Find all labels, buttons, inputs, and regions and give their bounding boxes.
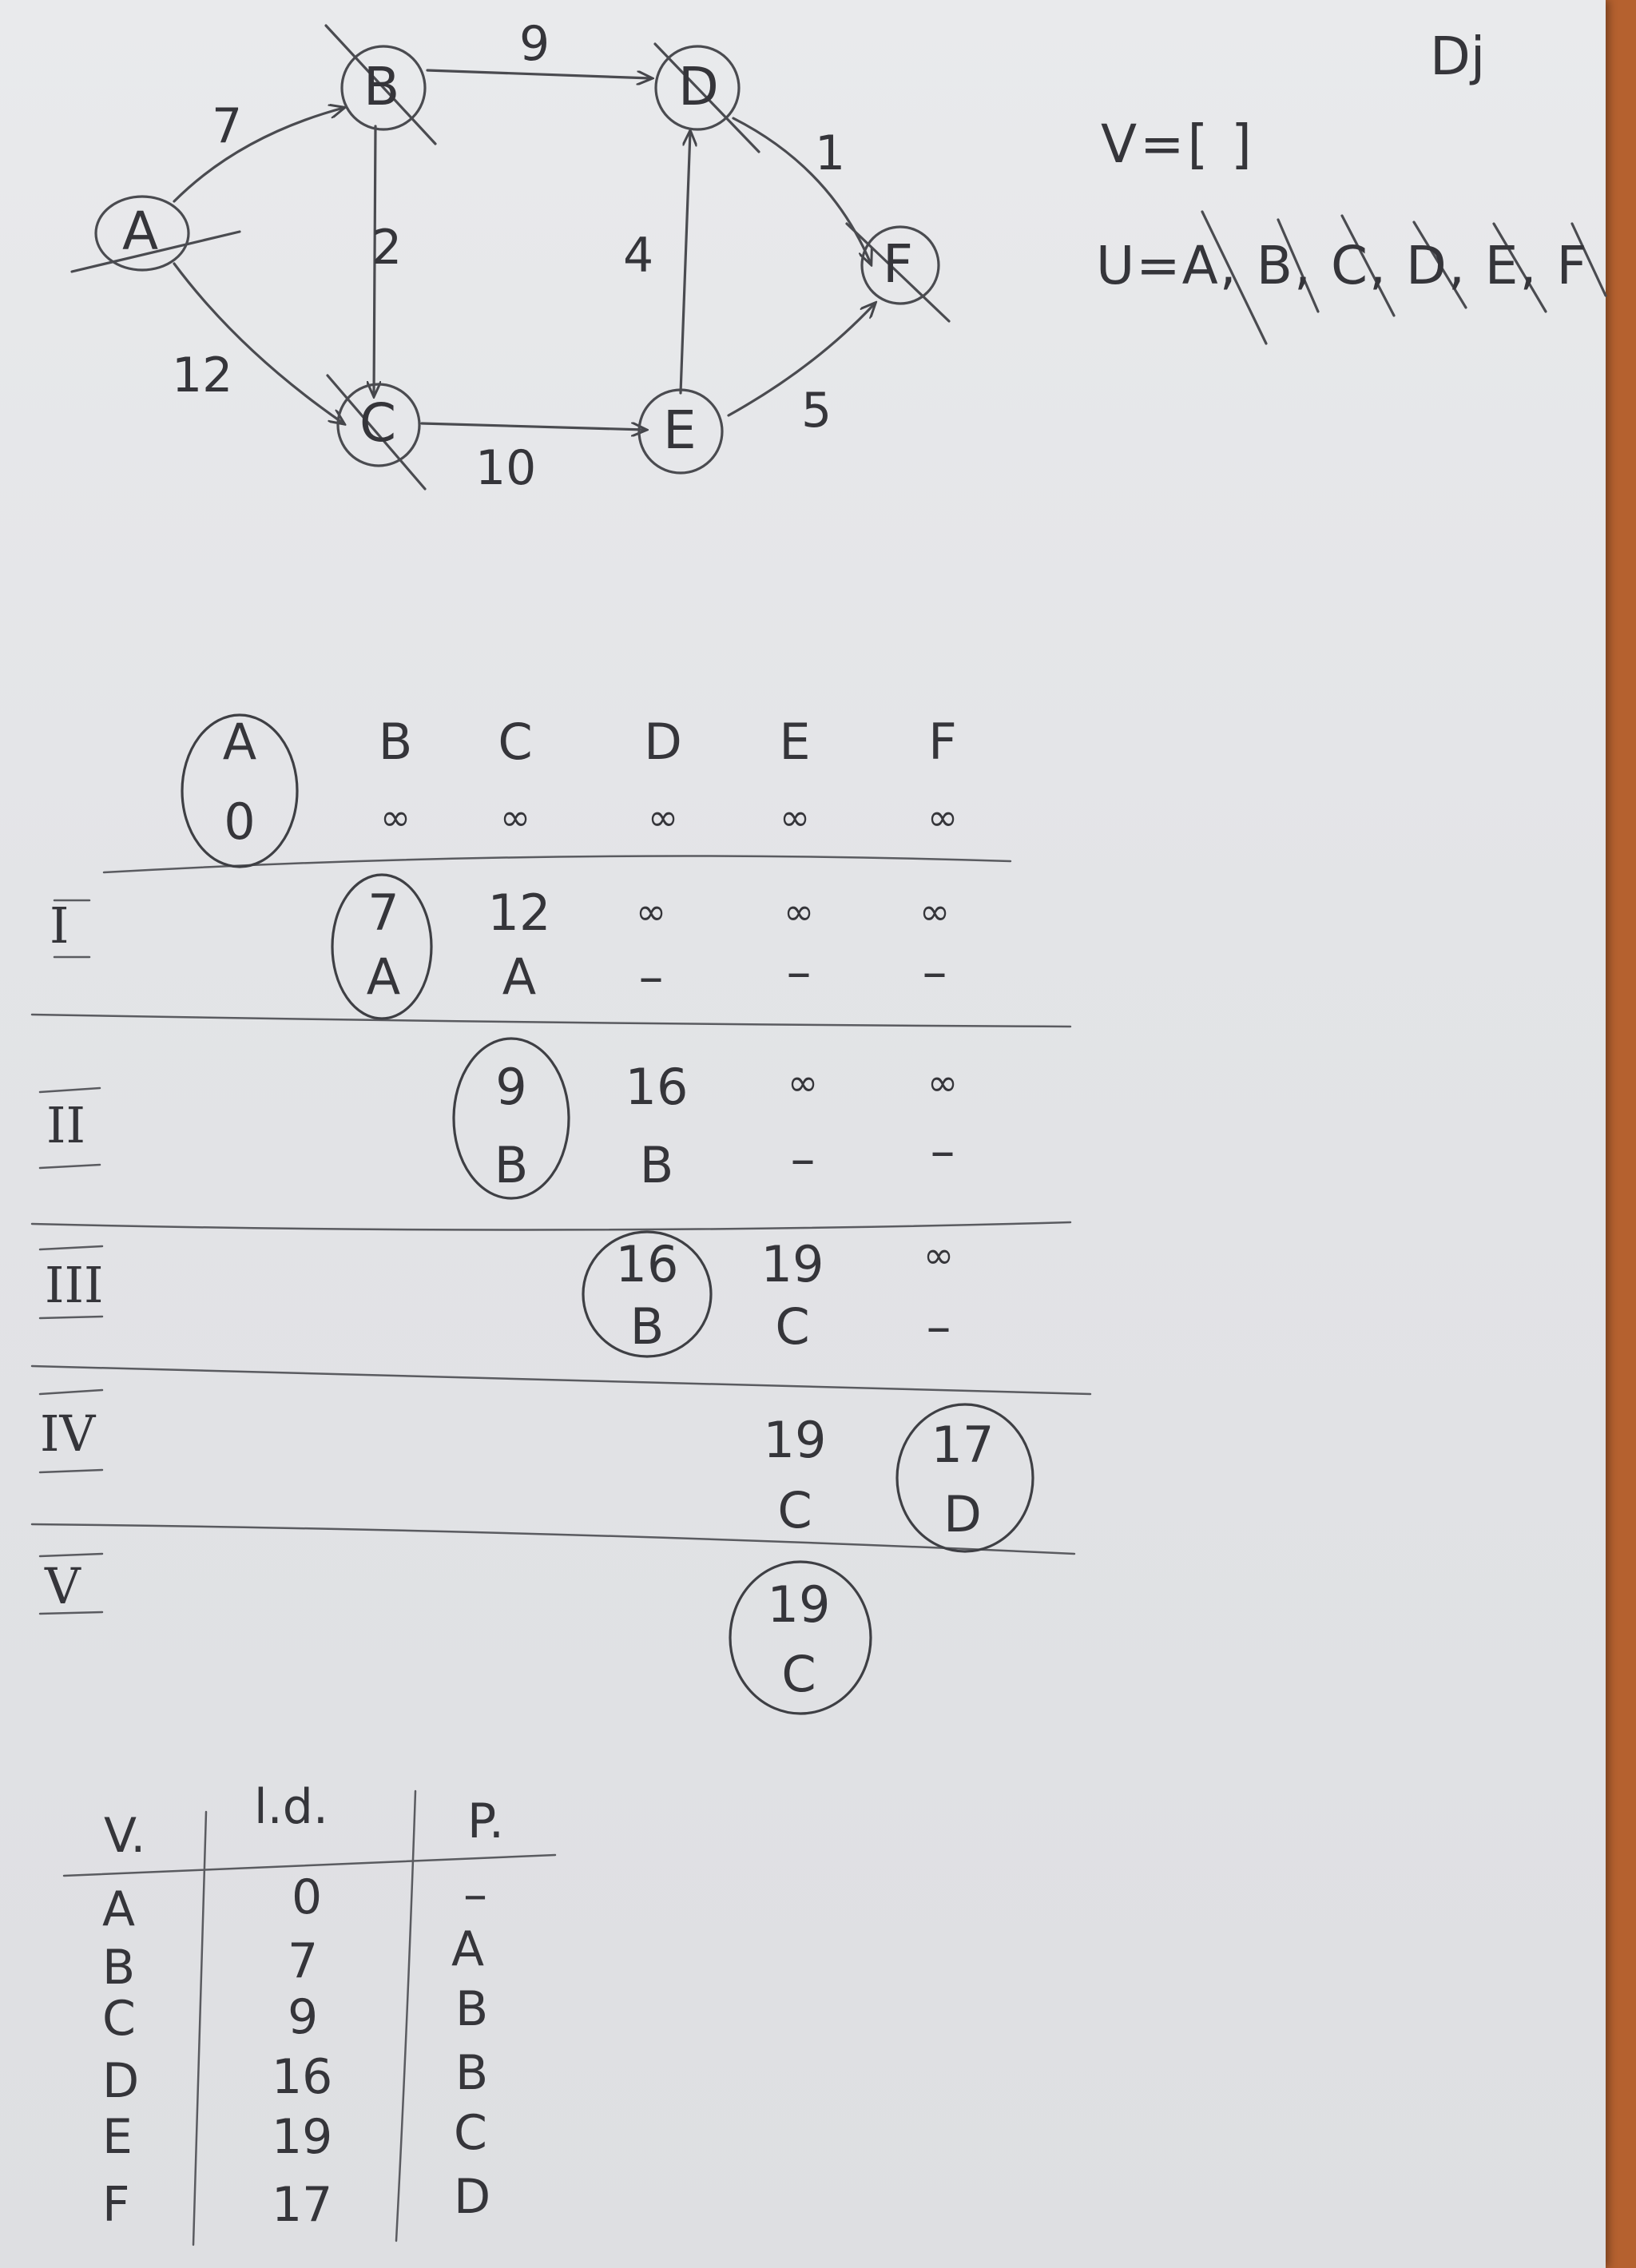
- step2-d-prev: B: [639, 1136, 674, 1194]
- step2-d-dist: 16: [625, 1058, 689, 1116]
- step3-d-dist: 16: [615, 1235, 679, 1293]
- summary-row-prev: B: [455, 1981, 489, 2037]
- initial-a: 0: [224, 792, 256, 851]
- summary-row-distance: 17: [272, 2177, 333, 2233]
- node-a-label: A: [122, 201, 159, 262]
- summary-row-distance: 0: [292, 1869, 323, 1925]
- step3-e-dist: 19: [760, 1235, 824, 1293]
- summary-row-vertex: C: [102, 1991, 136, 2047]
- weight-a-c: 12: [172, 348, 233, 403]
- step4-e-prev: C: [777, 1481, 812, 1539]
- step-label-5: V: [45, 1557, 81, 1615]
- weight-c-e: 10: [475, 440, 537, 496]
- header-col-f: F: [928, 713, 957, 771]
- header-col-c: C: [498, 713, 533, 771]
- step3-e-prev: C: [775, 1297, 810, 1356]
- node-d-label: D: [678, 56, 719, 117]
- step2-c-dist: 9: [495, 1058, 527, 1116]
- table-line-3: [32, 1222, 1070, 1230]
- initial-d: ∞: [647, 796, 679, 839]
- visited-set: V=[ ]: [1101, 113, 1255, 175]
- initial-b: ∞: [379, 796, 411, 839]
- step2-e-dist: ∞: [787, 1061, 819, 1104]
- step1-e-dist: ∞: [783, 890, 815, 933]
- step1-b-prev: A: [366, 947, 401, 1006]
- header-col-d: D: [644, 713, 682, 771]
- weight-a-b: 7: [212, 98, 243, 154]
- step1-c-dist: 12: [487, 884, 551, 942]
- summary-row-prev: A: [451, 1921, 485, 1977]
- summary-header-distance: l.d.: [254, 1779, 328, 1835]
- step5-e-prev: C: [781, 1645, 816, 1703]
- step1-f-prev: –: [922, 943, 947, 1001]
- edge-c-e: [422, 423, 645, 430]
- node-b-label: B: [363, 56, 400, 117]
- initial-c: ∞: [499, 796, 531, 839]
- edge-e-d: [681, 132, 690, 393]
- step4-e-dist: 19: [763, 1411, 827, 1469]
- summary-row-vertex: A: [102, 1881, 136, 1937]
- summary-row-vertex: D: [102, 2053, 140, 2109]
- summary-row-prev: B: [455, 2045, 489, 2101]
- step1-d-prev: –: [638, 947, 664, 1006]
- node-e-label: E: [663, 399, 697, 461]
- summary-row-distance: 19: [272, 2109, 333, 2165]
- summary-row-vertex: F: [102, 2177, 130, 2233]
- edge-d-f: [733, 118, 871, 264]
- summary-row-prev: –: [463, 1867, 487, 1923]
- summary-vline-1: [193, 1812, 206, 2245]
- table-line-1: [104, 856, 1011, 872]
- node-c-label: C: [359, 392, 397, 454]
- summary-row-vertex: B: [102, 1940, 136, 1996]
- header-col-b: B: [378, 713, 413, 771]
- summary-row-distance: 16: [272, 2049, 333, 2105]
- step1-d-dist: ∞: [635, 890, 667, 933]
- table-line-2: [32, 1015, 1070, 1027]
- summary-header-prev: P.: [467, 1793, 504, 1849]
- summary-header-vertex: V.: [104, 1808, 146, 1864]
- summary-row-vertex: E: [102, 2109, 133, 2165]
- initial-f: ∞: [927, 796, 959, 839]
- node-f-label: F: [883, 233, 913, 295]
- page-title: Dj: [1430, 26, 1486, 87]
- step1-c-prev: A: [502, 947, 537, 1006]
- summary-row-prev: D: [454, 2169, 491, 2225]
- unvisited-set: U=A, B, C, D, E, F: [1096, 235, 1589, 296]
- weight-e-f: 5: [801, 383, 832, 439]
- step-label-4: IV: [40, 1404, 96, 1463]
- step2-e-prev: –: [790, 1130, 816, 1188]
- step2-c-prev: B: [494, 1136, 529, 1194]
- step-label-3: III: [45, 1256, 104, 1314]
- step1-b-dist: 7: [367, 884, 399, 942]
- step3-f-dist: ∞: [923, 1233, 955, 1277]
- step4-f-dist: 17: [931, 1416, 995, 1474]
- step1-f-dist: ∞: [919, 890, 951, 933]
- summary-row-distance: 9: [288, 1989, 319, 2045]
- header-col-a: A: [222, 713, 257, 771]
- weight-b-d: 9: [519, 16, 550, 72]
- step5-e-dist: 19: [767, 1575, 831, 1634]
- step-label-2: II: [46, 1096, 85, 1154]
- weight-b-c: 2: [371, 220, 403, 276]
- step1-e-prev: –: [786, 943, 812, 1001]
- step2-f-prev: –: [930, 1122, 955, 1180]
- step3-d-prev: B: [629, 1297, 665, 1356]
- weight-e-d: 4: [623, 228, 654, 284]
- summary-row-distance: 7: [288, 1933, 319, 1989]
- summary-vline-2: [396, 1791, 415, 2241]
- initial-e: ∞: [779, 796, 811, 839]
- step3-f-prev: –: [926, 1297, 951, 1356]
- header-col-e: E: [779, 713, 811, 771]
- step2-f-dist: ∞: [927, 1061, 959, 1104]
- step4-f-prev: D: [943, 1485, 982, 1543]
- weight-d-f: 1: [815, 125, 846, 181]
- step-label-1: I: [50, 896, 69, 955]
- summary-row-prev: C: [454, 2105, 487, 2161]
- table-line-4: [32, 1366, 1090, 1394]
- edge-a-b: [174, 108, 343, 201]
